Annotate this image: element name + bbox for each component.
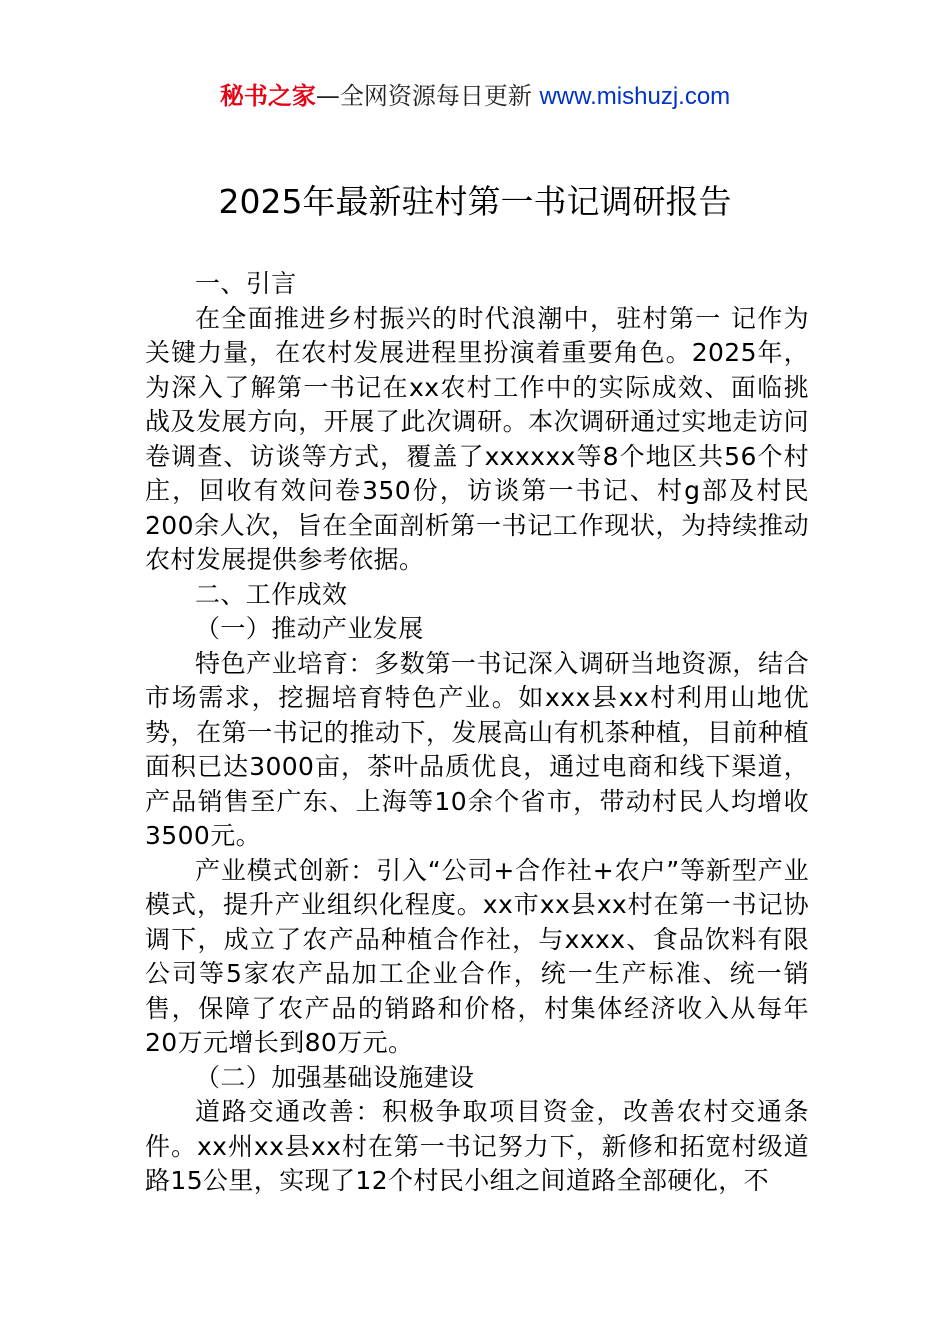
subheading-infrastructure: （二）加强基础设施建设 [195,1062,475,1092]
section-heading-achievements: 二、工作成效 [195,579,348,609]
site-url[interactable]: www.mishuzj.com [539,83,731,110]
subheading-industry: （一）推动产业发展 [195,614,424,643]
paragraph-specialty-industry: 特色产业培育：多数第一书记深入调研当地资源，结合市场需求，挖掘培育特色产业。如xxx县xx村利用山地优势，在第一书记的推动下，发展高山有机茶种植，目前种植面积已达3000亩，茶叶品质优良，通过电商和线下渠道，产品销售至广东、上海等10余个省市，带动村民人均增收3500元。 [145,648,809,850]
paragraph-industry-model: 产业模式创新：引入“公司+合作社+农户”等新型产业模式，提升产业组织化程度。xx市xx县xx村在第一书记协调下，成立了农产品种植合作社，与xxxx、食品饮料有限公司等5家农产品加工企业合作，统一生产标准、统一销售，保障了农产品的销路和价格，村集体经济收入从每年20万元增长到80万元。 [145,855,809,1057]
site-tagline: —全网资源每日更新 [315,82,532,110]
paragraph-roads: 道路交通改善：积极争取项目资金，改善农村交通条件。xx州xx县xx村在第一书记努力下，新修和拓宽村级道路15公里，实现了12个村民小组之间道路全部硬化，不 [145,1097,809,1195]
document-body [145,267,809,1199]
paragraph-introduction: 在全面推进乡村振兴的时代浪潮中，驻村第一 记作为关键力量，在农村发展进程里扮演着重要角色。2025年，为深入了解第一书记在xx农村工作中的实际成效、面临挑战及发展方向，开展了此次调研。本次调研通过实地走访问卷调查、访谈等方式，覆盖了xxxxxx等8个地区共56个村庄，回收有效问卷350份，访谈第一书记、村g部及村民200余人次，旨在全面剖析第一书记工作现状，为持续推动农村发展提供参考依据。 [145,303,809,574]
site-brand: 秘书之家 [219,82,316,110]
section-heading-introduction: 一、引言 [195,269,297,298]
site-header [0,79,950,114]
document-title: 2025年最新驻村第一书记调研报告 [218,182,732,221]
